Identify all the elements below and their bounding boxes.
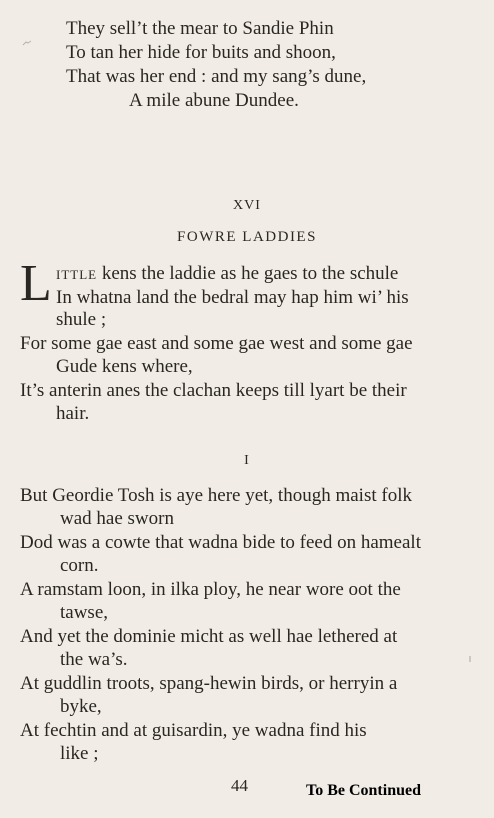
first-line-rest: kens the laddie as he gaes to the schule	[97, 263, 399, 284]
stanza-line: wad hae sworn	[60, 508, 174, 529]
verse-line: They sell’t the mear to Sandie Phin	[66, 18, 334, 39]
stanza-line: At guddlin troots, spang-hewin birds, or herryin a	[20, 673, 398, 694]
stanza-line: corn.	[60, 555, 99, 576]
stanza-line: A ramstam loon, in ilka ploy, he near wore oot the	[20, 579, 401, 600]
stanza-line: Gude kens where,	[56, 356, 193, 377]
verse-line: That was her end : and my sang’s dune,	[66, 66, 367, 87]
part-numeral: I	[244, 453, 250, 468]
ink-speck	[469, 656, 471, 662]
stanza-line: byke,	[60, 696, 102, 717]
stanza-line: hair.	[56, 403, 90, 424]
stanza-first-line	[56, 262, 398, 286]
stanza-line: It’s anterin anes the clachan keeps till lyart be their	[20, 380, 407, 401]
stanza-line: tawse,	[60, 602, 109, 623]
stanza-line: In whatna land the bedral may hap him wi’ his	[56, 287, 409, 308]
stanza-line: For some gae east and some gae west and some gae	[20, 333, 413, 354]
continued-note: To Be Continued	[306, 782, 421, 799]
stanza-line: And yet the dominie micht as well hae lethered at	[20, 626, 398, 647]
stanza-line: like ;	[60, 743, 99, 764]
stanza-line: But Geordie Tosh is aye here yet, though maist folk	[20, 485, 412, 506]
section-numeral: XVI	[233, 198, 261, 213]
stanza-line: At fechtin and at guisardin, ye wadna find his	[20, 720, 367, 741]
verse-line: A mile abune Dundee.	[129, 90, 299, 111]
stanza-line: the wa’s.	[60, 649, 128, 670]
verse-line: To tan her hide for buits and shoon,	[66, 42, 336, 63]
poem-title: FOWRE LADDIES	[177, 229, 317, 245]
first-word-smallcaps: ittle	[56, 263, 98, 284]
stanza-line: Dod was a cowte that wadna bide to feed on hamealt	[20, 532, 421, 553]
drop-cap: L	[20, 255, 52, 312]
page-number: 44	[231, 776, 248, 795]
ink-speck	[22, 40, 32, 46]
stanza-line: shule ;	[56, 309, 107, 330]
